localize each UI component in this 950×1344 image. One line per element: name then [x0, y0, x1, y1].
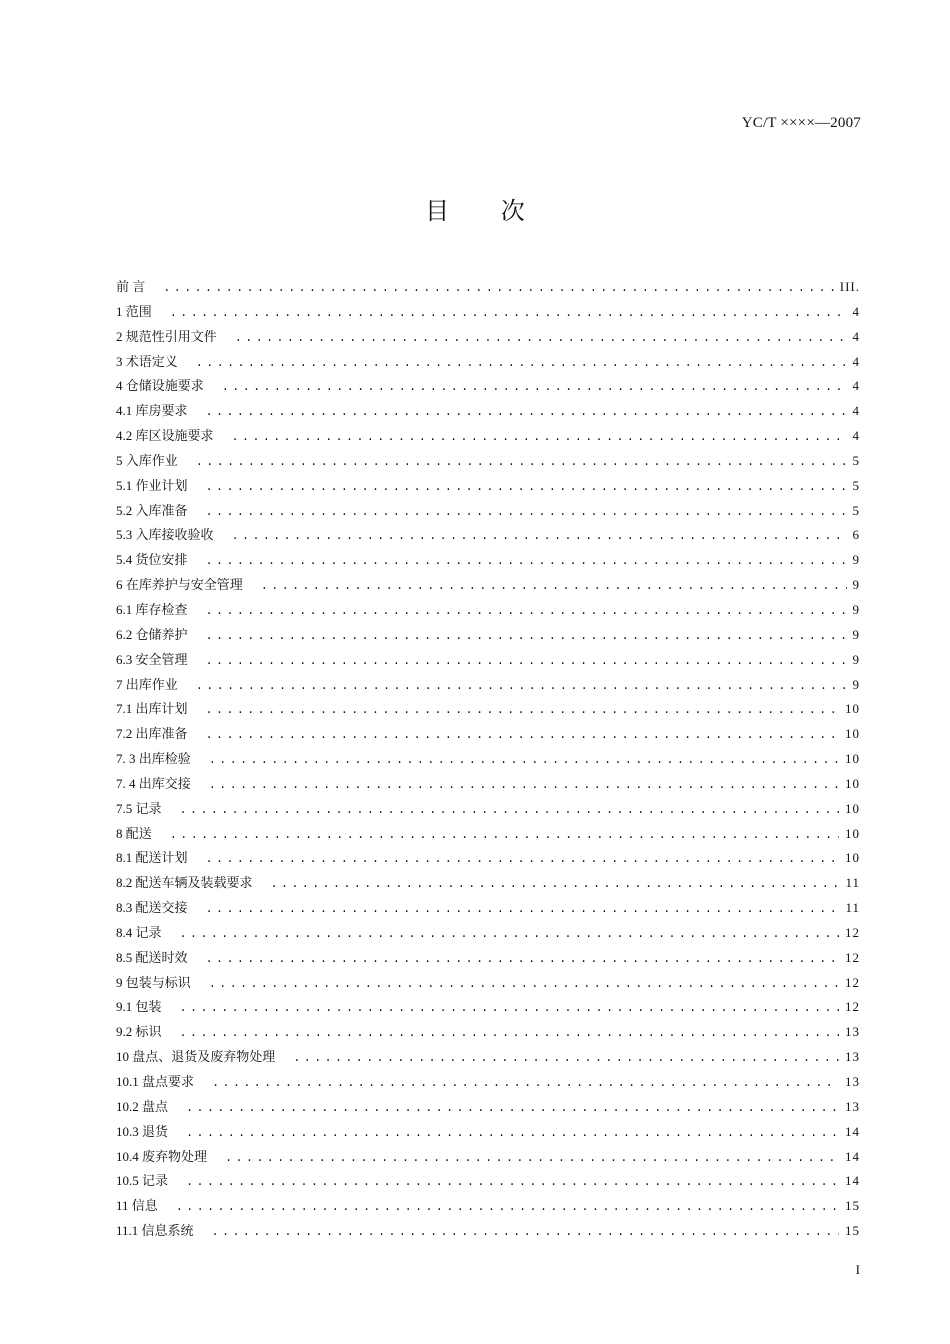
toc-dot-leader — [206, 505, 847, 519]
toc-entry-label: 1 范围 — [116, 303, 152, 319]
toc-dot-leader — [196, 356, 847, 370]
toc-entry-page: 9 — [852, 552, 860, 568]
toc-entry[interactable] — [116, 549, 860, 574]
toc-entry-page: 10 — [845, 775, 860, 791]
toc-entry-page: 4 — [852, 303, 860, 319]
toc-dot-leader — [206, 952, 839, 966]
toc-dot-leader — [271, 877, 840, 891]
toc-entry[interactable] — [116, 574, 860, 599]
toc-dot-leader — [261, 579, 847, 593]
toc-entry[interactable] — [116, 1046, 860, 1071]
toc-dot-leader — [235, 331, 847, 345]
toc-dot-leader — [186, 1126, 839, 1140]
toc-entry-page: 10 — [845, 825, 860, 841]
toc-dot-leader — [212, 1225, 839, 1239]
toc-dot-leader — [206, 902, 840, 916]
toc-dot-leader — [180, 1026, 839, 1040]
toc-dot-leader — [170, 306, 847, 320]
toc-entry[interactable] — [116, 1220, 860, 1245]
toc-entry-page: 11 — [845, 900, 860, 916]
toc-entry-label: 6.3 安全管理 — [116, 651, 188, 667]
toc-entry[interactable] — [116, 1146, 860, 1171]
toc-entry-label: 6.1 库存检查 — [116, 601, 188, 617]
toc-entry[interactable] — [116, 375, 860, 400]
standard-code: YC/T ××××—2007 — [741, 115, 861, 131]
toc-dot-leader — [209, 778, 839, 792]
toc-entry-label: 7. 4 出库交接 — [116, 775, 191, 791]
toc-entry-label: 9.2 标识 — [116, 1024, 162, 1040]
toc-entry-page: 9 — [852, 601, 860, 617]
toc-entry[interactable] — [116, 475, 860, 500]
toc-entry-label: 8.2 配送车辆及装载要求 — [116, 875, 253, 891]
toc-entry-page: 10 — [845, 726, 860, 742]
toc-entry-page: 12 — [845, 999, 860, 1015]
toc-entry-label: 5.4 货位安排 — [116, 552, 188, 568]
toc-dot-leader — [170, 828, 839, 842]
toc-entry-page: 5 — [852, 452, 860, 468]
toc-entry[interactable] — [116, 947, 860, 972]
toc-entry[interactable] — [116, 599, 860, 624]
toc-entry-label: 10 盘点、退货及废弃物处理 — [116, 1049, 276, 1065]
toc-entry-label: 8.3 配送交接 — [116, 900, 188, 916]
toc-entry[interactable] — [116, 674, 860, 699]
toc-entry[interactable] — [116, 524, 860, 549]
toc-entry-label: 5 入库作业 — [116, 452, 178, 468]
toc-entry-page: 12 — [845, 924, 860, 940]
toc-entry-page: 14 — [845, 1148, 860, 1164]
toc-entry[interactable] — [116, 972, 860, 997]
toc-entry[interactable] — [116, 698, 860, 723]
toc-entry[interactable] — [116, 1121, 860, 1146]
toc-entry-label: 7. 3 出库检验 — [116, 751, 191, 767]
toc-entry-page: III. — [839, 279, 860, 294]
toc-dot-leader — [206, 703, 839, 717]
toc-entry[interactable] — [116, 773, 860, 798]
toc-dot-leader — [206, 405, 847, 419]
toc-dot-leader — [206, 654, 847, 668]
toc-entry-page: 10 — [845, 850, 860, 866]
toc-dot-leader — [206, 728, 839, 742]
toc-dot-leader — [180, 1001, 839, 1015]
toc-dot-leader — [186, 1101, 839, 1115]
toc-entry-page: 13 — [845, 1098, 860, 1114]
toc-entry-page: 9 — [852, 626, 860, 642]
toc-dot-leader — [212, 1076, 839, 1090]
toc-entry-label: 11.1 信息系统 — [116, 1223, 194, 1239]
toc-entry-label: 8.5 配送时效 — [116, 949, 188, 965]
toc-entry[interactable] — [116, 1195, 860, 1220]
toc-entry-page: 11 — [845, 875, 860, 891]
toc-entry-page: 4 — [852, 428, 860, 444]
toc-dot-leader — [206, 604, 847, 618]
toc-entry-page: 14 — [845, 1173, 860, 1189]
toc-entry-label: 8 配送 — [116, 825, 152, 841]
toc-dot-leader — [209, 753, 839, 767]
toc-entry-page: 9 — [852, 651, 860, 667]
toc-entry-page: 10 — [845, 701, 860, 717]
toc-entry[interactable] — [116, 351, 860, 376]
toc-entry-label: 5.3 入库接收验收 — [116, 527, 214, 543]
toc-entry[interactable] — [116, 847, 860, 872]
toc-entry-page: 13 — [845, 1024, 860, 1040]
toc-dot-leader — [232, 529, 847, 543]
toc-dot-leader — [209, 977, 839, 991]
toc-dot-leader — [180, 927, 839, 941]
toc-dot-leader — [206, 554, 847, 568]
toc-entry[interactable] — [116, 897, 860, 922]
toc-dot-leader — [176, 1200, 839, 1214]
toc-entry[interactable] — [116, 1096, 860, 1121]
toc-entry-page: 10 — [845, 800, 860, 816]
toc-entry-page: 10 — [845, 751, 860, 767]
toc-entry[interactable] — [116, 1071, 860, 1096]
toc-entry-label: 5.2 入库准备 — [116, 502, 188, 518]
toc-entry[interactable] — [116, 996, 860, 1021]
toc-dot-leader — [206, 629, 847, 643]
toc-entry-page: 13 — [845, 1049, 860, 1065]
toc-entry-page: 4 — [852, 328, 860, 344]
toc-entry-label: 6 在库养护与安全管理 — [116, 577, 243, 593]
toc-entry-label: 10.3 退货 — [116, 1123, 169, 1139]
page-number: I — [855, 1262, 860, 1277]
toc-entry-label: 10.2 盘点 — [116, 1098, 169, 1114]
toc-entry-label: 4 仓储设施要求 — [116, 378, 204, 394]
toc-entry-page: 15 — [845, 1198, 860, 1214]
toc-entry[interactable] — [116, 1021, 860, 1046]
toc-entry-page: 6 — [852, 527, 860, 543]
toc-entry-page: 4 — [852, 353, 860, 369]
toc-entry[interactable] — [116, 723, 860, 748]
toc-entry[interactable] — [116, 450, 860, 475]
toc-entry[interactable] — [116, 798, 860, 823]
toc-entry[interactable] — [116, 276, 860, 301]
toc-entry-page: 12 — [845, 949, 860, 965]
toc-entry[interactable] — [116, 823, 860, 848]
toc-dot-leader — [225, 1151, 839, 1165]
toc-entry[interactable] — [116, 326, 860, 351]
toc-entry[interactable] — [116, 425, 860, 450]
toc-entry-label: 8.4 记录 — [116, 924, 162, 940]
toc-entry-page: 9 — [852, 676, 860, 692]
toc-entry[interactable] — [116, 872, 860, 897]
toc-entry[interactable] — [116, 922, 860, 947]
toc-entry-page: 4 — [852, 378, 860, 394]
toc-dot-leader — [180, 803, 839, 817]
toc-entry-label: 7.2 出库准备 — [116, 726, 188, 742]
toc-entry-label: 10.1 盘点要求 — [116, 1074, 195, 1089]
toc-entry-label: 7 出库作业 — [116, 676, 178, 692]
toc-entry-label: 10.4 废弃物处理 — [116, 1148, 208, 1164]
toc-entry-page: 15 — [845, 1223, 860, 1239]
toc-entry-label: 4.2 库区设施要求 — [116, 428, 214, 444]
toc-dot-leader — [206, 852, 839, 866]
toc-entry-page: 5 — [852, 502, 860, 518]
toc-entry-label: 5.1 作业计划 — [116, 477, 188, 493]
toc-entry-label: 9.1 包装 — [116, 999, 162, 1015]
toc-dot-leader — [232, 430, 847, 444]
toc-entry[interactable] — [116, 1170, 860, 1195]
table-of-contents — [116, 276, 860, 1245]
toc-entry-label: 3 术语定义 — [116, 353, 178, 369]
toc-entry[interactable] — [116, 400, 860, 425]
toc-entry-label: 6.2 仓储养护 — [116, 626, 188, 642]
toc-dot-leader — [163, 281, 833, 295]
toc-entry-page: 4 — [852, 403, 860, 419]
toc-entry[interactable] — [116, 500, 860, 525]
toc-entry-label: 前 言 — [116, 279, 146, 294]
toc-dot-leader — [222, 380, 847, 394]
toc-entry-page: 9 — [852, 577, 860, 593]
toc-dot-leader — [206, 480, 847, 494]
toc-entry[interactable] — [116, 301, 860, 326]
toc-dot-leader — [186, 1175, 839, 1189]
toc-entry[interactable] — [116, 748, 860, 773]
toc-entry-label: 8.1 配送计划 — [116, 850, 188, 866]
toc-dot-leader — [196, 455, 847, 469]
toc-entry-label: 7.1 出库计划 — [116, 701, 188, 717]
toc-entry-page: 5 — [852, 477, 860, 493]
page-title: 目 次 — [425, 197, 525, 225]
toc-entry-page: 13 — [845, 1074, 860, 1089]
toc-entry[interactable] — [116, 624, 860, 649]
toc-entry-label: 11 信息 — [116, 1198, 158, 1214]
toc-entry-page: 12 — [845, 974, 860, 990]
toc-entry-label: 7.5 记录 — [116, 800, 162, 816]
toc-entry-label: 10.5 记录 — [116, 1173, 169, 1189]
toc-entry-label: 2 规范性引用文件 — [116, 328, 217, 344]
toc-dot-leader — [293, 1051, 839, 1065]
toc-entry[interactable] — [116, 649, 860, 674]
toc-dot-leader — [196, 679, 847, 693]
toc-entry-page: 14 — [845, 1123, 860, 1139]
toc-entry-label: 9 包装与标识 — [116, 974, 191, 990]
toc-entry-label: 4.1 库房要求 — [116, 403, 188, 419]
